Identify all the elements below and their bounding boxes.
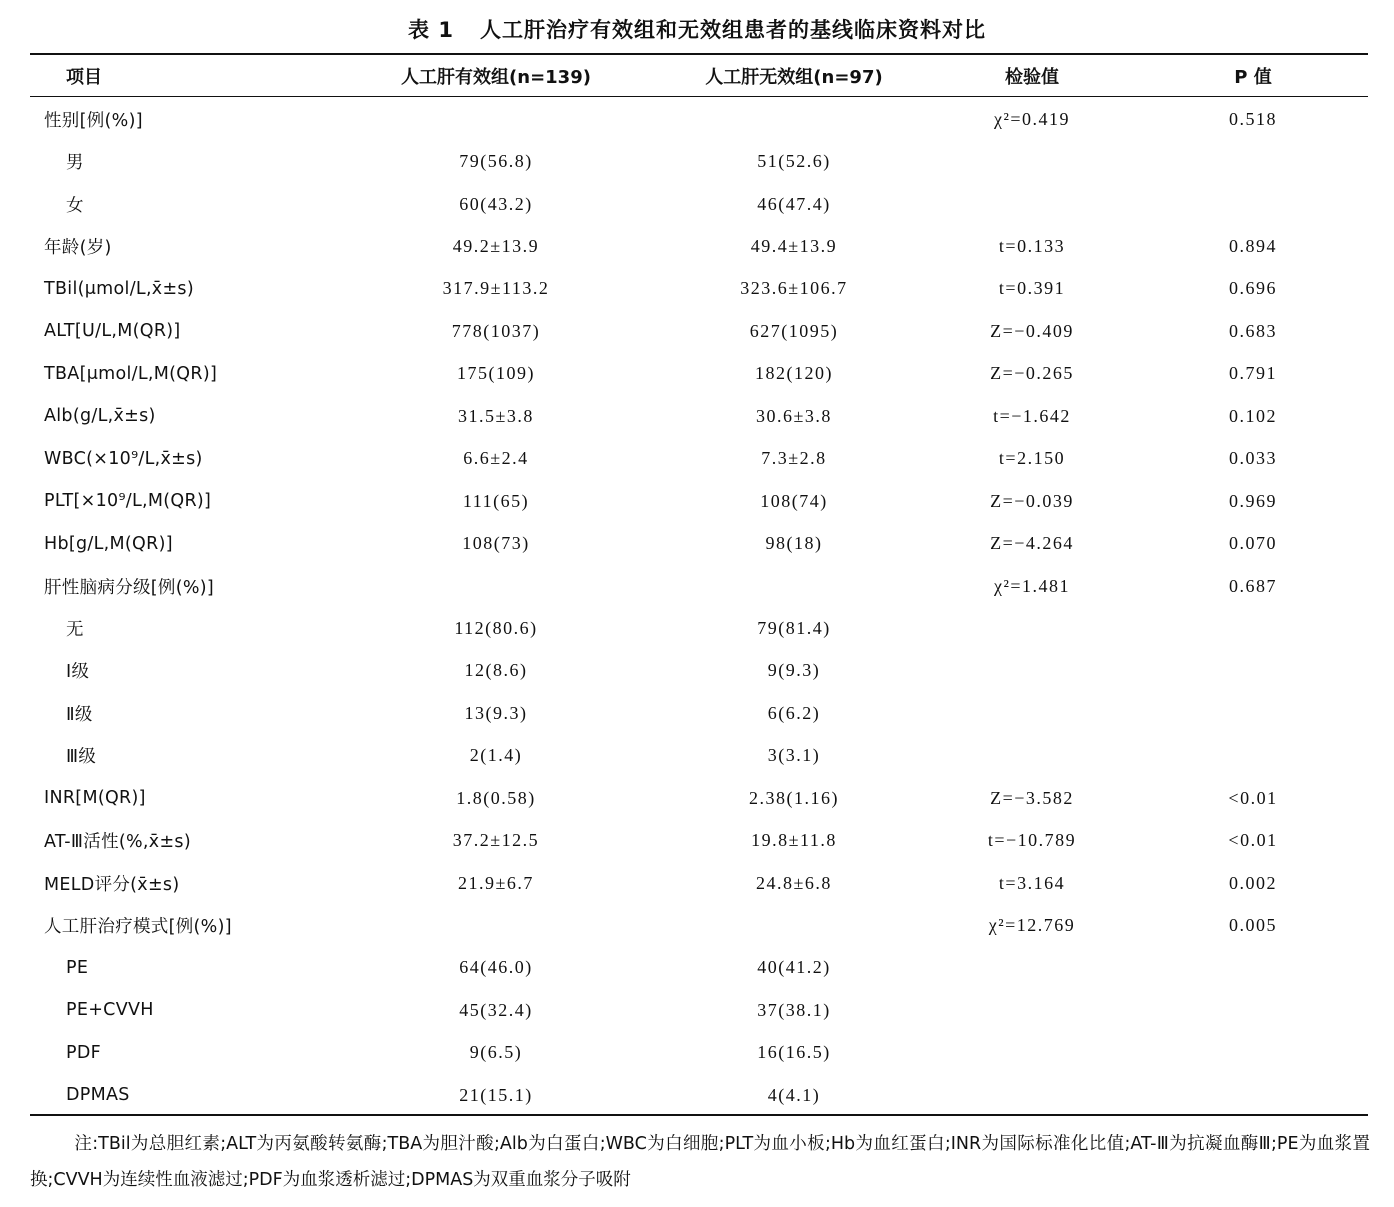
cell-effective: 778(1037) xyxy=(451,320,541,341)
cell-p: 0.518 xyxy=(1229,108,1277,129)
cell-p xyxy=(1138,947,1368,989)
row-label: ALT[U/L,M(QR)] xyxy=(44,321,181,342)
cell-test: χ²=12.769 xyxy=(988,915,1076,936)
header-test: 检验值 xyxy=(1005,66,1059,88)
cell-test xyxy=(926,1032,1138,1074)
table-row xyxy=(30,1032,1368,1074)
cell-test: χ²=0.419 xyxy=(993,108,1071,129)
cell-ineffective: 7.3±2.8 xyxy=(761,448,827,469)
row-label: PLT[×10⁹/L,M(QR)] xyxy=(44,491,212,512)
cell-effective: 21(15.1) xyxy=(459,1084,533,1105)
cell-ineffective: 98(18) xyxy=(765,533,823,554)
table-row xyxy=(30,353,1368,395)
table-row xyxy=(30,735,1368,777)
cell-effective: 112(80.6) xyxy=(454,617,538,638)
cell-effective: 12(8.6) xyxy=(464,660,528,681)
cell-effective xyxy=(330,565,662,607)
cell-test: t=0.133 xyxy=(998,236,1066,257)
cell-effective: 175(109) xyxy=(457,363,535,384)
cell-p: 0.969 xyxy=(1229,490,1277,511)
cell-ineffective: 79(81.4) xyxy=(757,617,831,638)
row-label: AT-Ⅲ活性(%,x̄±s) xyxy=(44,832,191,853)
table-row xyxy=(30,438,1368,480)
cell-ineffective: 3(3.1) xyxy=(767,745,821,766)
cell-test: t=0.391 xyxy=(998,278,1066,299)
row-label: 人工肝治疗模式[例(%)] xyxy=(44,917,232,938)
cell-effective: 13(9.3) xyxy=(464,702,528,723)
cell-test: t=2.150 xyxy=(998,448,1066,469)
cell-ineffective: 49.4±13.9 xyxy=(750,236,838,257)
cell-p xyxy=(1138,1074,1368,1116)
table-caption: 人工肝治疗有效组和无效组患者的基线临床资料对比 xyxy=(479,18,986,42)
cell-effective: 108(73) xyxy=(462,533,530,554)
table-row xyxy=(30,140,1368,182)
cell-effective: 37.2±12.5 xyxy=(452,830,540,851)
row-label: WBC(×10⁹/L,x̄±s) xyxy=(44,448,203,469)
cell-ineffective: 182(120) xyxy=(755,363,833,384)
cell-ineffective: 19.8±11.8 xyxy=(751,830,837,851)
cell-effective: 21.9±6.7 xyxy=(458,872,534,893)
header-row xyxy=(30,55,1368,96)
row-label: PE xyxy=(66,957,89,978)
table-row xyxy=(30,225,1368,267)
cell-effective: 9(6.5) xyxy=(469,1042,523,1063)
cell-effective: 2(1.4) xyxy=(469,745,523,766)
cell-p: <0.01 xyxy=(1228,787,1278,808)
header-p: P 值 xyxy=(1234,66,1272,88)
row-label: TBil(μmol/L,x̄±s) xyxy=(44,278,194,299)
cell-effective: 111(65) xyxy=(462,490,530,511)
cell-ineffective: 2.38(1.16) xyxy=(749,787,839,808)
cell-ineffective: 9(9.3) xyxy=(767,660,821,681)
row-label: Ⅲ级 xyxy=(66,747,97,768)
cell-p: 0.687 xyxy=(1229,575,1277,596)
cell-effective: 6.6±2.4 xyxy=(463,448,529,469)
cell-test: t=−10.789 xyxy=(987,830,1077,851)
row-label: PDF xyxy=(66,1042,101,1063)
cell-p: 0.894 xyxy=(1229,236,1277,257)
cell-test: Z=−3.582 xyxy=(990,787,1074,808)
cell-ineffective xyxy=(662,565,926,607)
cell-p xyxy=(1138,607,1368,649)
cell-p: 0.005 xyxy=(1229,915,1277,936)
cell-effective: 60(43.2) xyxy=(459,193,533,214)
cell-p xyxy=(1138,735,1368,777)
cell-effective xyxy=(330,904,662,946)
cell-test xyxy=(926,607,1138,649)
row-label: 男 xyxy=(66,153,84,174)
row-label: 肝性脑病分级[例(%)] xyxy=(44,577,215,598)
cell-p: 0.070 xyxy=(1229,533,1277,554)
cell-ineffective: 46(47.4) xyxy=(757,193,831,214)
row-label: PE+CVVH xyxy=(66,1000,154,1021)
table-row xyxy=(30,650,1368,692)
cell-p: 0.696 xyxy=(1229,278,1277,299)
cell-test xyxy=(926,183,1138,225)
table-row xyxy=(30,1074,1368,1116)
table-row xyxy=(30,522,1368,564)
table-row xyxy=(30,480,1368,522)
baseline-table xyxy=(30,55,1368,1117)
table-row xyxy=(30,777,1368,819)
header-ineffective: 人工肝无效组(n=97) xyxy=(705,66,883,88)
cell-test xyxy=(926,140,1138,182)
cell-effective: 49.2±13.9 xyxy=(452,236,540,257)
cell-test xyxy=(926,735,1138,777)
cell-ineffective: 40(41.2) xyxy=(757,957,831,978)
cell-test xyxy=(926,1074,1138,1116)
cell-test: Z=−0.039 xyxy=(990,490,1074,511)
table-number: 表 1 xyxy=(408,18,454,42)
table-row xyxy=(30,947,1368,989)
table-row xyxy=(30,692,1368,734)
cell-ineffective xyxy=(662,96,926,140)
cell-test: t=−1.642 xyxy=(993,405,1071,426)
cell-effective: 31.5±3.8 xyxy=(458,405,534,426)
table-row xyxy=(30,862,1368,904)
cell-effective: 64(46.0) xyxy=(459,957,533,978)
cell-ineffective: 108(74) xyxy=(760,490,828,511)
table-row xyxy=(30,904,1368,946)
cell-p xyxy=(1138,692,1368,734)
cell-ineffective: 51(52.6) xyxy=(757,151,831,172)
row-label: Ⅱ级 xyxy=(66,704,93,725)
cell-ineffective: 4(4.1) xyxy=(767,1084,821,1105)
row-label: Hb[g/L,M(QR)] xyxy=(44,533,173,554)
cell-p xyxy=(1138,140,1368,182)
row-label: MELD评分(x̄±s) xyxy=(44,874,180,895)
cell-p: 0.791 xyxy=(1229,363,1277,384)
cell-p: 0.002 xyxy=(1229,872,1277,893)
table-row xyxy=(30,989,1368,1031)
table-row xyxy=(30,310,1368,352)
cell-test xyxy=(926,650,1138,692)
cell-effective: 1.8(0.58) xyxy=(456,787,536,808)
table-row xyxy=(30,96,1368,140)
row-label: 女 xyxy=(66,195,84,216)
cell-ineffective: 30.6±3.8 xyxy=(756,405,832,426)
table-row xyxy=(30,395,1368,437)
row-label: 年龄(岁) xyxy=(44,238,112,259)
row-label: INR[M(QR)] xyxy=(44,788,146,809)
row-label: Ⅰ级 xyxy=(66,662,90,683)
cell-ineffective: 16(16.5) xyxy=(757,1042,831,1063)
note-text: 注:TBil为总胆红素;ALT为丙氨酸转氨酶;TBA为胆汁酸;Alb为白蛋白;WBC为白细胞;PLT为血小板;Hb为血红蛋白;INR为国际标准化比值;AT-Ⅲ为抗凝血酶Ⅲ;PE为血浆置换;CVVH为连续性血液滤过;PDF为血浆透析滤过;DPMAS为双重血浆分子吸附 xyxy=(30,1134,1370,1190)
cell-p xyxy=(1138,989,1368,1031)
cell-test: χ²=1.481 xyxy=(993,575,1071,596)
row-label: TBA[μmol/L,M(QR)] xyxy=(44,363,218,384)
table-row xyxy=(30,565,1368,607)
cell-p xyxy=(1138,183,1368,225)
cell-effective: 317.9±113.2 xyxy=(442,278,550,299)
cell-p xyxy=(1138,650,1368,692)
table-row xyxy=(30,819,1368,861)
table-row xyxy=(30,183,1368,225)
cell-p xyxy=(1138,1032,1368,1074)
cell-test: t=3.164 xyxy=(998,872,1066,893)
cell-test: Z=−4.264 xyxy=(990,533,1074,554)
cell-effective: 79(56.8) xyxy=(459,151,533,172)
table-body xyxy=(30,96,1368,1117)
row-label: 无 xyxy=(66,619,84,640)
row-label: Alb(g/L,x̄±s) xyxy=(44,406,156,427)
table-row xyxy=(30,268,1368,310)
cell-test: Z=−0.409 xyxy=(990,320,1074,341)
cell-effective xyxy=(330,96,662,140)
cell-effective: 45(32.4) xyxy=(459,999,533,1020)
cell-ineffective: 323.6±106.7 xyxy=(740,278,848,299)
cell-ineffective: 37(38.1) xyxy=(757,999,831,1020)
cell-p: 0.102 xyxy=(1229,405,1277,426)
table-note xyxy=(30,1126,1370,1198)
cell-p: 0.033 xyxy=(1229,448,1277,469)
table-row xyxy=(30,607,1368,649)
cell-test xyxy=(926,692,1138,734)
cell-p: <0.01 xyxy=(1228,830,1278,851)
cell-ineffective: 6(6.2) xyxy=(767,702,821,723)
header-effective: 人工肝有效组(n=139) xyxy=(401,66,591,88)
row-label: DPMAS xyxy=(66,1085,130,1106)
cell-ineffective: 627(1095) xyxy=(749,320,839,341)
cell-ineffective: 24.8±6.8 xyxy=(756,872,832,893)
table-title xyxy=(0,14,1394,44)
cell-p: 0.683 xyxy=(1229,320,1277,341)
cell-ineffective xyxy=(662,904,926,946)
row-label: 性别[例(%)] xyxy=(44,110,143,131)
cell-test xyxy=(926,947,1138,989)
cell-test xyxy=(926,989,1138,1031)
cell-test: Z=−0.265 xyxy=(990,363,1074,384)
header-item: 项目 xyxy=(66,66,102,88)
